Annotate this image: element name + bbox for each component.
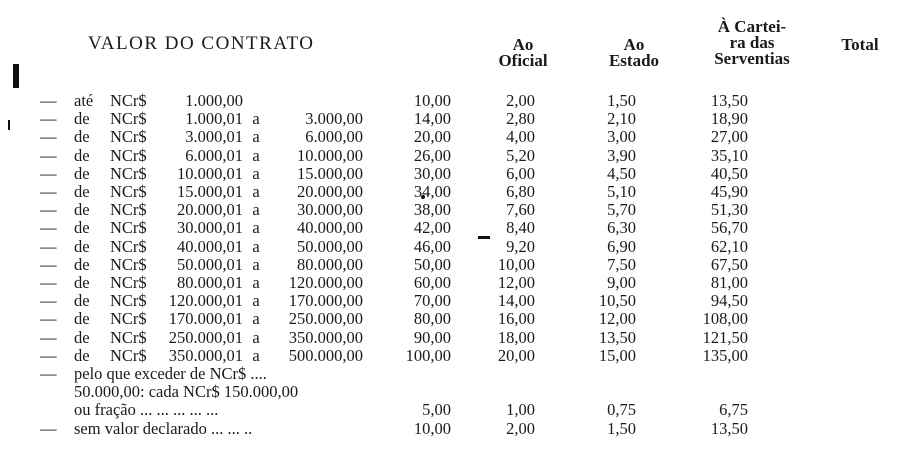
total-value: 67,50 (710, 254, 748, 274)
excess-row (40, 383, 748, 401)
range-preposition: de (74, 127, 90, 147)
range-low: 3.000,01 (185, 127, 243, 147)
table-row (40, 165, 748, 183)
range-high (269, 92, 363, 110)
estado-value: 1,00 (506, 400, 535, 420)
empty-cell (451, 383, 535, 401)
range-high: 80.000,00 (297, 254, 363, 274)
total-value: 94,50 (710, 291, 748, 311)
range-connector: a (252, 127, 260, 147)
scan-mark (8, 120, 10, 130)
oficial-value: 30,00 (413, 163, 451, 183)
excess-row (40, 365, 748, 383)
range-preposition: de (74, 345, 90, 365)
oficial-value: 14,00 (413, 109, 451, 129)
range-connector: a (252, 218, 260, 238)
empty-cell (535, 383, 636, 401)
currency-label: NCr$ (110, 218, 147, 238)
range-connector: a (252, 254, 260, 274)
range-preposition: de (74, 291, 90, 311)
oficial-value: 90,00 (413, 327, 451, 347)
estado-value: 2,00 (506, 91, 535, 110)
col-header-line: À Cartei- (717, 17, 787, 36)
dash-marker: — (40, 91, 57, 110)
range-low: 80.000,01 (177, 273, 243, 293)
range-high: 120.000,00 (288, 273, 363, 293)
range-low: 20.000,01 (177, 200, 243, 220)
range-connector: a (252, 327, 260, 347)
currency-label: NCr$ (110, 163, 147, 183)
range-high: 350.000,00 (288, 327, 363, 347)
range-connector: a (252, 109, 260, 129)
total-value: 135,00 (702, 345, 748, 365)
table-row (40, 274, 748, 292)
currency-label: NCr$ (110, 309, 147, 329)
estado-value: 8,40 (506, 218, 535, 238)
serventias-value: 1,50 (607, 91, 636, 110)
dash-marker: — (40, 418, 57, 438)
range-high: 3.000,00 (305, 109, 363, 129)
total-value: 18,90 (710, 109, 748, 129)
oficial-value: 38,00 (413, 200, 451, 220)
dash-marker: — (40, 109, 57, 129)
range-high: 30.000,00 (297, 200, 363, 220)
serventias-value: 3,90 (607, 145, 636, 165)
serventias-value: 12,00 (598, 309, 636, 329)
estado-value: 7,60 (506, 200, 535, 220)
scan-mark (13, 64, 19, 88)
range-preposition: de (74, 327, 90, 347)
serventias-value: 6,90 (607, 236, 636, 256)
empty-cell (40, 383, 74, 401)
range-low: 1.000,00 (185, 91, 243, 110)
range-preposition: de (74, 182, 90, 202)
range-connector: a (252, 145, 260, 165)
range-high: 170.000,00 (288, 291, 363, 311)
currency-label: NCr$ (110, 273, 147, 293)
estado-value: 16,00 (497, 309, 535, 329)
total-value: 6,75 (719, 400, 748, 420)
total-value: 121,50 (702, 327, 748, 347)
empty-cell (636, 383, 748, 401)
excess-label-line3: ou fração ... ... ... ... ... (74, 400, 219, 420)
serventias-value: 3,00 (607, 127, 636, 147)
estado-value: 2,80 (506, 109, 535, 129)
table-row (40, 256, 748, 274)
range-low: 250.000,01 (168, 327, 243, 347)
currency-label: NCr$ (110, 127, 147, 147)
range-low: 350.000,01 (168, 345, 243, 365)
currency-label: NCr$ (110, 145, 147, 165)
table-row (40, 147, 748, 165)
col-header-total (825, 37, 895, 53)
total-value: 108,00 (702, 309, 748, 329)
range-low: 40.000,01 (177, 236, 243, 256)
range-connector (243, 92, 269, 110)
no-value-label: sem valor declarado ... ... .. (74, 418, 253, 438)
estado-value: 2,00 (506, 418, 535, 438)
range-high: 250.000,00 (288, 309, 363, 329)
fee-table (40, 92, 748, 438)
empty-cell (363, 383, 451, 401)
dash-marker: — (40, 291, 57, 311)
table-row (40, 292, 748, 310)
currency-label: NCr$ (110, 254, 147, 274)
table-row (40, 238, 748, 256)
excess-row (40, 401, 748, 419)
estado-value: 6,80 (506, 182, 535, 202)
currency-label: NCr$ (110, 291, 147, 311)
currency-label: NCr$ (110, 91, 147, 110)
currency-label: NCr$ (110, 345, 147, 365)
empty-cell (40, 401, 74, 419)
estado-value: 18,00 (497, 327, 535, 347)
range-connector: a (252, 291, 260, 311)
serventias-value: 5,10 (607, 182, 636, 202)
range-connector: a (252, 273, 260, 293)
col-header-line: Serventias (714, 49, 790, 68)
total-value: 62,10 (710, 236, 748, 256)
currency-label: NCr$ (110, 109, 147, 129)
table-row (40, 92, 748, 110)
oficial-value: 20,00 (413, 127, 451, 147)
dash-marker: — (40, 236, 57, 256)
table-row (40, 310, 748, 328)
range-preposition: de (74, 109, 90, 129)
no-value-row (40, 420, 748, 438)
oficial-value: 80,00 (413, 309, 451, 329)
range-connector: a (252, 163, 260, 183)
estado-value: 4,00 (506, 127, 535, 147)
range-preposition: de (74, 163, 90, 183)
dash-marker: — (40, 254, 57, 274)
estado-value: 10,00 (497, 254, 535, 274)
range-low: 50.000,01 (177, 254, 243, 274)
range-high: 6.000,00 (305, 127, 363, 147)
range-preposition: de (74, 200, 90, 220)
estado-value: 14,00 (497, 291, 535, 311)
dash-marker: — (40, 200, 57, 220)
table-row (40, 219, 748, 237)
currency-label: NCr$ (110, 236, 147, 256)
currency-label: NCr$ (110, 200, 147, 220)
range-low: 1.000,01 (185, 109, 243, 129)
oficial-value: 46,00 (413, 236, 451, 256)
col-header-oficial (478, 37, 568, 69)
range-preposition: de (74, 273, 90, 293)
estado-value: 5,20 (506, 145, 535, 165)
total-value: 81,00 (710, 273, 748, 293)
table-row (40, 183, 748, 201)
range-high: 50.000,00 (297, 236, 363, 256)
dash-marker: — (40, 273, 57, 293)
serventias-value: 10,50 (598, 291, 636, 311)
range-preposition: de (74, 254, 90, 274)
excess-label-line2: 50.000,00: cada NCr$ 150.000,00 (74, 382, 299, 402)
col-header-line: Estado (608, 51, 660, 70)
total-value: 13,50 (710, 91, 748, 110)
range-high: 20.000,00 (297, 182, 363, 202)
estado-value: 12,00 (497, 273, 535, 293)
range-preposition: de (74, 309, 90, 329)
currency-label: NCr$ (110, 327, 147, 347)
serventias-value: 7,50 (607, 254, 636, 274)
table-row (40, 347, 748, 365)
col-header-line: Ao (512, 35, 534, 54)
excess-label-line1: pelo que exceder de NCr$ .... (74, 364, 267, 384)
col-header-line: ra das (729, 33, 775, 52)
serventias-value: 2,10 (607, 109, 636, 129)
empty-cell (636, 365, 748, 383)
range-low: 6.000,01 (185, 145, 243, 165)
total-value: 27,00 (710, 127, 748, 147)
total-value: 45,90 (710, 182, 748, 202)
dash-marker: — (40, 218, 57, 238)
range-high: 500.000,00 (288, 345, 363, 365)
section-title: VALOR DO CONTRATO (88, 33, 315, 54)
empty-cell (363, 365, 451, 383)
oficial-value: 5,00 (422, 400, 451, 420)
table-row (40, 110, 748, 128)
range-high: 40.000,00 (297, 218, 363, 238)
estado-value: 6,00 (506, 163, 535, 183)
oficial-value: 42,00 (413, 218, 451, 238)
currency-label: NCr$ (110, 182, 147, 202)
dash-marker: — (40, 163, 57, 183)
dash-marker: — (40, 345, 57, 365)
total-value: 35,10 (710, 145, 748, 165)
total-value: 56,70 (710, 218, 748, 238)
table-row (40, 201, 748, 219)
range-preposition: de (74, 145, 90, 165)
dash-marker: — (40, 145, 57, 165)
range-connector: a (252, 236, 260, 256)
dash-marker: — (40, 327, 57, 347)
range-connector: a (252, 345, 260, 365)
total-value: 51,30 (710, 200, 748, 220)
oficial-value: 10,00 (413, 91, 451, 110)
range-connector: a (252, 309, 260, 329)
col-header-estado (594, 37, 674, 69)
range-preposition: até (74, 91, 94, 110)
serventias-value: 4,50 (607, 163, 636, 183)
range-low: 10.000,01 (177, 163, 243, 183)
oficial-value: 100,00 (405, 345, 451, 365)
col-header-serventias (682, 19, 822, 67)
range-low: 15.000,01 (177, 182, 243, 202)
col-header-line: Total (841, 35, 879, 54)
serventias-value: 13,50 (598, 327, 636, 347)
oficial-value: 60,00 (413, 273, 451, 293)
oficial-value: 70,00 (413, 291, 451, 311)
dash-marker: — (40, 182, 57, 202)
table-row (40, 128, 748, 146)
range-low: 170.000,01 (168, 309, 243, 329)
range-low: 30.000,01 (177, 218, 243, 238)
total-value: 13,50 (710, 418, 748, 438)
range-connector: a (252, 200, 260, 220)
serventias-value: 0,75 (607, 400, 636, 420)
dash-marker: — (40, 127, 57, 147)
estado-value: 9,20 (506, 236, 535, 256)
total-value: 40,50 (710, 163, 748, 183)
serventias-value: 9,00 (607, 273, 636, 293)
serventias-value: 6,30 (607, 218, 636, 238)
estado-value: 20,00 (497, 345, 535, 365)
oficial-value: 34,00 (413, 182, 451, 202)
col-header-line: Oficial (498, 51, 548, 70)
empty-cell (535, 365, 636, 383)
oficial-value: 10,00 (413, 418, 451, 438)
serventias-value: 1,50 (607, 418, 636, 438)
range-connector: a (252, 182, 260, 202)
range-high: 10.000,00 (297, 145, 363, 165)
range-preposition: de (74, 236, 90, 256)
range-low: 120.000,01 (168, 291, 243, 311)
serventias-value: 15,00 (598, 345, 636, 365)
col-header-line: Ao (623, 35, 645, 54)
range-high: 15.000,00 (297, 163, 363, 183)
empty-cell (451, 365, 535, 383)
serventias-value: 5,70 (607, 200, 636, 220)
dash-marker: — (40, 309, 57, 329)
dash-marker: — (40, 364, 57, 384)
range-preposition: de (74, 218, 90, 238)
table-row (40, 329, 748, 347)
oficial-value: 50,00 (413, 254, 451, 274)
oficial-value: 26,00 (413, 145, 451, 165)
